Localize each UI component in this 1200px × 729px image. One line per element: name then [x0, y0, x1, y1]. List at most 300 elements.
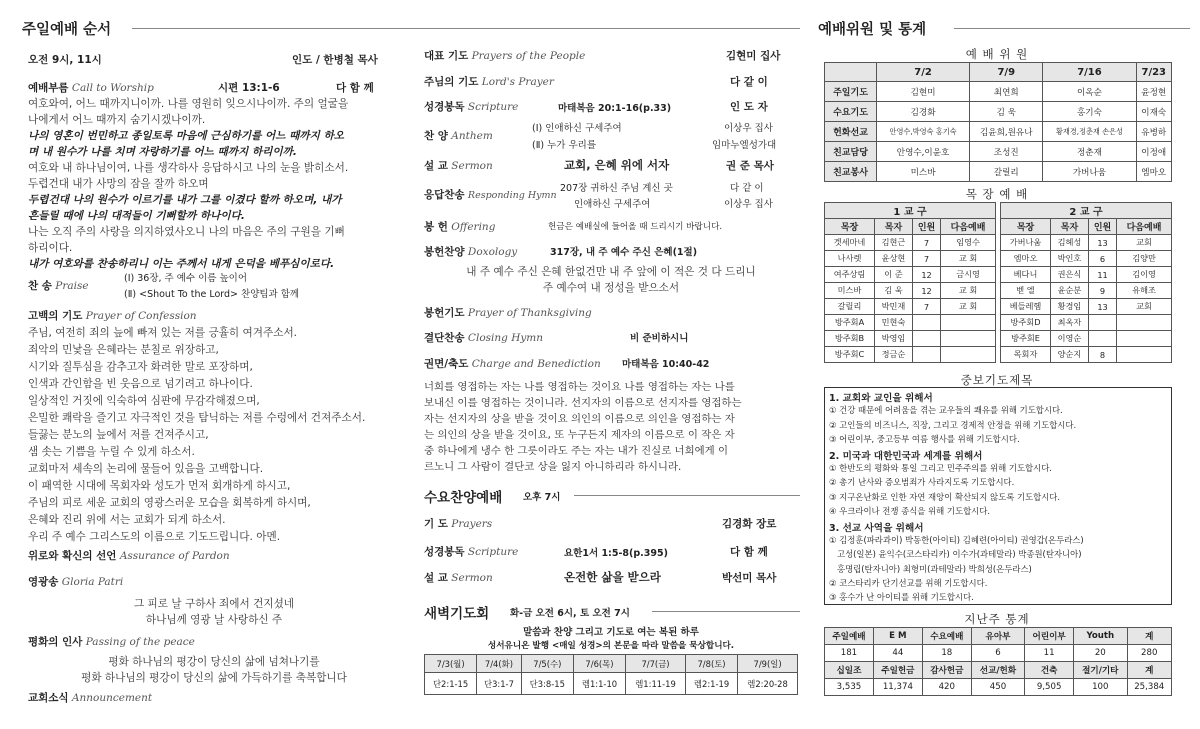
pastoral-cell: 김양만 [1117, 251, 1172, 267]
pastoral-cell [1088, 315, 1116, 331]
rep-prayer-label: 대표 기도 [424, 50, 469, 62]
wed-prayer-label: 기 도 [424, 518, 448, 530]
pastoral-row [1001, 235, 1172, 251]
doxology-label: 봉헌찬양 [424, 246, 465, 258]
servers-cell: 가버나움 [1043, 162, 1136, 182]
stats-value-cell: 11 [1025, 645, 1074, 662]
wed-prayer-heading [424, 516, 492, 531]
servers-cell: 김윤희,원유나 [970, 122, 1043, 142]
doxology-line-2: 주 예수여 내 정성을 받으소서 [542, 282, 680, 294]
pastoral-row [825, 235, 996, 251]
stats-value-cell: 420 [922, 679, 971, 696]
rep-prayer-by: 김현미 집사 [726, 50, 781, 62]
wed-scripture-en: Scripture [467, 546, 519, 558]
confession-line: 들끓는 분노의 늪에서 저를 건져주시고, [28, 429, 209, 441]
pastoral-cell: 박영임 [875, 331, 913, 347]
benediction-line: 보내신 이를 영접하는 것이니라. 선지자의 이름으로 선지자를 영접하는 [424, 397, 742, 409]
pastoral-cell [941, 347, 996, 363]
stats-value-cell: 20 [1074, 645, 1127, 662]
thanksgiving-en: Prayer of Thanksgiving [467, 307, 592, 319]
servers-cell: 유병하 [1136, 122, 1171, 142]
wed-prayer-en: Prayers [451, 518, 493, 530]
scripture-by: 인 도 자 [730, 101, 768, 113]
call-line: 두렵건대 내가 사망의 잠을 잘까 하오며 [28, 178, 209, 190]
dawn-text-cell: 렘2:20-28 [738, 673, 798, 695]
responding-hymn-en: Responding Hymn [467, 190, 557, 201]
prayer-item: ① 김정훈(파라과이) 박동한(아이티) 김혜련(아이티) 권영갑(온두라스) [829, 534, 1084, 545]
doxology-en: Doxology [467, 246, 518, 258]
stats-header-cell: 유아부 [971, 628, 1024, 645]
responding-hymn-label: 응답찬송 [424, 189, 465, 201]
pastoral-table-district-2 [1000, 202, 1172, 363]
call-line: 여호와 내 하나님이여, 나를 생각하사 응답하시고 나의 눈을 밝히소서. [28, 162, 349, 174]
prayer-requests-title: 중보기도제목 [960, 373, 1034, 387]
pastoral-row [825, 347, 996, 363]
announcement-label: 교회소식 [28, 692, 69, 704]
pastoral-row [1001, 331, 1172, 347]
servers-row-label: 헌화선교 [825, 122, 877, 142]
servers-date-cell: 7/9 [970, 63, 1043, 82]
prayer-item: ③ 어린이부, 중고등부 여름 행사를 위해 기도합시다. [829, 434, 1020, 445]
wed-scripture-label: 성경봉독 [424, 546, 465, 558]
scripture-en: Scripture [467, 101, 519, 113]
dawn-title-rule [652, 611, 800, 612]
sermon-label: 설 교 [424, 160, 448, 172]
pastoral-row [825, 251, 996, 267]
servers-date-cell: 7/16 [1043, 63, 1136, 82]
announcement-en: Announcement [71, 692, 153, 704]
call-by: 다 함 께 [336, 82, 374, 94]
confession-heading [28, 308, 197, 323]
order-of-worship-column [0, 0, 408, 729]
pastoral-cell: 나사렛 [825, 251, 875, 267]
prayer-item: 홍명립(탄자니아) 최형미(과테말라) 박희성(온두라스) [829, 563, 1032, 574]
prayer-item: ② 코스타리카 단기선교를 위해 기도합시다. [829, 578, 988, 589]
call-line: 여호와여, 어느 때까지니이까. 나를 영원히 잊으시나이까. 주의 얼굴을 [28, 98, 349, 110]
pastoral-cell: 벧 엘 [1001, 283, 1051, 299]
confession-line: 죄악의 민낯을 은혜라는 분칠로 위장하고, [28, 344, 219, 356]
responding-hymn-1: 207장 귀하신 주님 계신 곳 [560, 183, 673, 194]
service-leader: 인도 / 한병철 목사 [292, 54, 378, 66]
dawn-day-cell: 7/3(월) [425, 655, 477, 673]
call-en: Call to Worship [71, 82, 154, 94]
offering-note: 헌금은 예배실에 들어올 때 드리시기 바랍니다. [548, 222, 723, 232]
stats-value-cell: 25,384 [1127, 679, 1172, 696]
confession-line: 인색과 간인함을 빈 웃음으로 넘기려고 하나이다. [28, 378, 253, 390]
pastoral-row [1001, 251, 1172, 267]
anthem-item-2-by: 임마누엘성가대 [712, 140, 777, 151]
anthem-heading [424, 128, 493, 143]
offering-en: Offering [451, 221, 496, 233]
pastoral-cell: 임영수 [941, 235, 996, 251]
servers-date-cell: 7/2 [877, 63, 970, 82]
col3-title-rule [954, 28, 1190, 29]
gloria-heading [28, 574, 123, 589]
weekly-stats-table [824, 627, 1172, 696]
scripture-heading [424, 99, 518, 114]
confession-line: 우리 주 예수 그리스도의 이름으로 기도드립니다. 아멘. [28, 531, 281, 543]
dawn-text-cell: 단3:1-7 [477, 673, 522, 695]
dawn-text-cell: 렘1:1-10 [573, 673, 625, 695]
prayer-category: 3. 선교 사역을 위해서 [829, 522, 924, 534]
pastoral-cell: 김이영 [1117, 267, 1172, 283]
pastoral-cell: 12 [912, 283, 940, 299]
servers-cell: 안영수,이윤호 [877, 142, 970, 162]
assurance-label: 위로와 확신의 선언 [28, 550, 117, 562]
dawn-text-cell: 단2:1-15 [425, 673, 477, 695]
pastoral-group-row [1001, 203, 1172, 219]
servers-cell: 김경화 [877, 102, 970, 122]
lords-prayer-by: 다 같 이 [730, 76, 768, 88]
wed-sermon-label: 설 교 [424, 572, 448, 584]
pastoral-header-cell: 다음예배 [941, 219, 996, 235]
wednesday-service-time: 오후 7시 [523, 492, 561, 503]
confession-text [28, 325, 365, 546]
responding-hymn-2: 인애하신 구세주여 [574, 199, 651, 210]
pastoral-cell [1088, 331, 1116, 347]
servers-row-label: 수요기도 [825, 102, 877, 122]
pastoral-cell: 윤순분 [1051, 283, 1089, 299]
call-line: 나의 영혼이 번민하고 종일토록 마음에 근심하기를 어느 때까지 하오 [28, 130, 345, 142]
stats-value-cell: 280 [1127, 645, 1172, 662]
dawn-day-cell: 7/6(목) [573, 655, 625, 673]
stats-header-cell: Youth [1074, 628, 1127, 645]
confession-label: 고백의 기도 [28, 310, 83, 322]
servers-cell: 윤정현 [1136, 82, 1171, 102]
servers-corner-cell [825, 63, 877, 82]
wed-sermon-title: 온전한 삶을 받으라 [564, 570, 661, 584]
assurance-en: Assurance of Pardon [119, 550, 230, 562]
pastoral-cell: 이영순 [1051, 331, 1089, 347]
peace-line-2: 평화 하나님의 평강이 당신의 삶에 가득하기를 축복합니다 [81, 672, 347, 684]
stats-value-cell: 3,535 [825, 679, 874, 696]
call-line: 나는 오직 주의 사랑을 의지하였사오니 나의 마음은 주의 구원을 기뻐 [28, 226, 345, 238]
pastoral-cell: 교 회 [941, 283, 996, 299]
servers-cell: 미스바 [877, 162, 970, 182]
prayer-item: ③ 홍수가 난 아이티를 위해 기도합시다. [829, 592, 974, 603]
pastoral-group-label: 2 교 구 [1001, 203, 1172, 219]
confession-line: 샘 솟는 기쁨을 누릴 수 있게 하소서. [28, 446, 195, 458]
pastoral-cell: 방주회B [825, 331, 875, 347]
pastoral-cell [912, 347, 940, 363]
pastoral-cell [1117, 347, 1172, 363]
doxology-title: 317장, 내 주 예수 주신 은혜(1절) [550, 247, 698, 258]
call-label: 예배부름 [28, 82, 69, 94]
pastoral-row [1001, 315, 1172, 331]
pastoral-cell: 13 [1088, 299, 1116, 315]
call-line: 며 내 원수가 나를 치며 자랑하기를 어느 때까지 하리이까. [28, 146, 297, 158]
pastoral-row [825, 283, 996, 299]
stats-header-row [825, 662, 1172, 679]
prayer-requests-list [829, 390, 1084, 606]
pastoral-header-row [1001, 219, 1172, 235]
pastoral-cell: 여주상림 [825, 267, 875, 283]
servers-date-cell: 7/23 [1136, 63, 1171, 82]
pastoral-row [1001, 347, 1172, 363]
call-reference: 시편 13:1-6 [218, 82, 280, 94]
servers-cell: 갈릴리 [970, 162, 1043, 182]
benediction-en: Charge and Benediction [471, 358, 601, 370]
servers-row [825, 102, 1172, 122]
anthem-item-1-by: 이상우 집사 [724, 123, 773, 134]
prayer-item: ④ 우크라이나 전쟁 종식을 위해 기도합시다. [829, 506, 991, 517]
pastoral-cell: 8 [1088, 347, 1116, 363]
servers-header-row [825, 63, 1172, 82]
servers-and-stats-title: 예배위원 및 통계 [818, 22, 927, 38]
stats-header-cell: 어린이부 [1025, 628, 1074, 645]
pastoral-cell: 김현근 [875, 235, 913, 251]
sermon-title: 교회, 은혜 위에 서자 [564, 158, 670, 172]
pastoral-cell: 박민재 [875, 299, 913, 315]
anthem-item-2: (Ⅱ) 누가 우리를 [532, 140, 597, 151]
confession-line: 시기와 질투심을 감추고자 화려한 말로 포장하며, [28, 361, 253, 373]
praise-heading [28, 278, 89, 293]
rep-prayer-heading [424, 48, 585, 63]
pastoral-cell: 베들레헴 [1001, 299, 1051, 315]
stats-header-row [825, 628, 1172, 645]
pastoral-cell: 7 [912, 299, 940, 315]
servers-cell: 정춘재 [1043, 142, 1136, 162]
benediction-line: 중 하나에게 냉수 한 그릇이라도 주는 자는 내가 진실로 너희에게 이 [424, 445, 729, 457]
peace-label: 평화의 인사 [28, 636, 83, 648]
dawn-texts-row [425, 673, 798, 695]
wed-sermon-by: 박선미 목사 [722, 572, 777, 584]
anthem-en: Anthem [451, 130, 493, 142]
pastoral-cell: 11 [1088, 267, 1116, 283]
praise-label: 찬 송 [28, 280, 52, 292]
stats-header-cell: 십일조 [825, 662, 874, 679]
pastoral-table-title: 목 장 예 배 [965, 187, 1029, 201]
praise-en: Praise [55, 280, 89, 292]
assurance-heading [28, 548, 230, 563]
pastoral-cell: 방주회D [1001, 315, 1051, 331]
wed-scripture-by: 다 함 께 [730, 546, 768, 558]
prayer-requests-box [824, 387, 1172, 605]
pastoral-header-cell: 다음예배 [1117, 219, 1172, 235]
servers-cell: 엠마오 [1136, 162, 1171, 182]
dawn-day-cell: 7/9(일) [738, 655, 798, 673]
prayer-category: 2. 미국과 대한민국과 세계를 위해서 [829, 450, 983, 462]
wed-sermon-en: Sermon [451, 572, 493, 584]
pastoral-cell: 교회 [1117, 235, 1172, 251]
dawn-reading-table [424, 654, 798, 695]
servers-cell: 이재숙 [1136, 102, 1171, 122]
statistics-column [806, 0, 1200, 729]
confession-line: 이 패역한 시대에 목회자와 성도가 먼저 회개하게 하시고, [28, 480, 291, 492]
peace-en: Passing of the peace [85, 636, 195, 648]
wednesday-title-rule [574, 495, 800, 496]
gloria-en: Gloria Patri [61, 576, 124, 588]
wednesday-service-title: 수요찬양예배 [424, 490, 503, 506]
pastoral-header-cell: 목자 [1051, 219, 1089, 235]
lords-prayer-en: Lord's Prayer [481, 76, 554, 88]
stats-value-cell: 6 [971, 645, 1024, 662]
pastoral-row [1001, 267, 1172, 283]
servers-table [824, 62, 1172, 182]
call-line: 하리이다. [28, 242, 73, 254]
pastoral-header-cell: 목자 [875, 219, 913, 235]
dawn-day-cell: 7/4(화) [477, 655, 522, 673]
pastoral-row [825, 315, 996, 331]
stats-value-cell: 100 [1074, 679, 1127, 696]
call-to-worship-text [28, 96, 348, 272]
confession-line: 교회마저 세속의 논리에 물들어 있음을 고백합니다. [28, 463, 264, 475]
benediction-line: 는 의인의 상을 받을 것이요, 또 누구든지 제자의 이름으로 이 작은 자 [424, 429, 735, 441]
pastoral-cell: 양순지 [1051, 347, 1089, 363]
servers-cell: 이정애 [1136, 142, 1171, 162]
scripture-label: 성경봉독 [424, 101, 465, 113]
order-of-worship-column-2 [408, 0, 806, 729]
servers-cell: 조성진 [970, 142, 1043, 162]
pastoral-table-district-1 [824, 202, 996, 363]
stats-value-row [825, 679, 1172, 696]
pastoral-cell: 유해조 [1117, 283, 1172, 299]
sermon-by: 권 준 목사 [726, 160, 774, 172]
stats-header-cell: E M [873, 628, 922, 645]
pastoral-header-cell: 목장 [1001, 219, 1051, 235]
benediction-line: 자는 선지자의 상을 받을 것이요 의인의 이름으로 의인을 영접하는 자 [424, 413, 735, 425]
stats-value-cell: 44 [873, 645, 922, 662]
dawn-days-row [425, 655, 798, 673]
closing-hymn-en: Closing Hymn [467, 332, 544, 344]
pastoral-cell: 교 회 [941, 299, 996, 315]
lords-prayer-heading [424, 74, 554, 89]
pastoral-cell: 금시영 [941, 267, 996, 283]
pastoral-cell: 민현숙 [875, 315, 913, 331]
thanksgiving-label: 봉헌기도 [424, 307, 465, 319]
anthem-item-1: (Ⅰ) 인애하신 구세주여 [532, 123, 622, 134]
pastoral-row [825, 331, 996, 347]
pastoral-cell: 김 욱 [875, 283, 913, 299]
pastoral-cell: 6 [1088, 251, 1116, 267]
gloria-line-2: 하나님께 영광 날 사랑하신 주 [145, 614, 283, 626]
prayer-item: ② 고인들의 비즈니스, 직장, 그리고 경제적 안정을 위해 기도합시다. [829, 419, 1077, 430]
benediction-line: 너희를 영접하는 자는 나를 영접하는 것이요 나를 영접하는 자는 나를 [424, 381, 735, 393]
prayer-item: ② 총기 난사와 증오범죄가 사라지도록 기도합시다. [829, 477, 1015, 488]
dawn-day-cell: 7/5(수) [521, 655, 573, 673]
stats-value-cell: 450 [971, 679, 1024, 696]
confession-line: 은혜와 진리 위에 서는 교회가 되게 하소서. [28, 514, 226, 526]
prayer-category: 1. 교회와 교인을 위해서 [829, 393, 933, 404]
dawn-text-cell: 렘1:11-19 [626, 673, 686, 695]
stats-value-cell: 181 [825, 645, 874, 662]
pastoral-cell: 권은식 [1051, 267, 1089, 283]
pastoral-cell [1117, 315, 1172, 331]
pastoral-cell: 황경임 [1051, 299, 1089, 315]
servers-table-title: 예 배 위 원 [965, 47, 1029, 61]
prayer-item: ③ 지구온난화로 인한 자연 재앙이 확산되지 않도록 기도합시다. [829, 491, 1061, 502]
pastoral-cell: 겟세마네 [825, 235, 875, 251]
call-line: 흔들릴 때에 나의 대적들이 기뻐할까 하나이다. [28, 210, 245, 222]
stats-value-row [825, 645, 1172, 662]
benediction-reference: 마태복음 10:40-42 [622, 359, 710, 370]
pastoral-cell: 교 회 [941, 251, 996, 267]
servers-cell: 김현미 [877, 82, 970, 102]
pastoral-cell: 13 [1088, 235, 1116, 251]
servers-row [825, 142, 1172, 162]
confession-line: 주님, 여전히 죄의 늪에 빠져 있는 저를 긍휼히 여겨주소서. [28, 327, 298, 339]
wed-prayer-by: 김경화 장로 [722, 518, 777, 530]
sermon-heading [424, 158, 493, 173]
stats-header-cell: 건축 [1025, 662, 1074, 679]
wed-sermon-heading [424, 570, 493, 585]
pastoral-cell: 12 [912, 267, 940, 283]
servers-cell: 최연희 [970, 82, 1043, 102]
praise-item-1: (Ⅰ) 36장, 주 예수 이름 높이어 [124, 273, 248, 284]
servers-row [825, 122, 1172, 142]
closing-hymn-title: 비 준비하시니 [630, 333, 689, 344]
wed-scripture-heading [424, 544, 518, 559]
servers-row-label: 주일기도 [825, 82, 877, 102]
servers-row-label: 친교담당 [825, 142, 877, 162]
sermon-en: Sermon [451, 160, 493, 172]
servers-cell: 황재경,정춘재 손은성 [1043, 122, 1136, 142]
pastoral-row [1001, 283, 1172, 299]
pastoral-row [825, 299, 996, 315]
scripture-reference: 마태복음 20:1-16(p.33) [558, 103, 672, 114]
closing-hymn-label: 결단찬송 [424, 332, 465, 344]
pastoral-header-cell: 인원 [912, 219, 940, 235]
gloria-label: 영광송 [28, 576, 59, 588]
peace-line-1: 평화 하나님의 평강이 당신의 삶에 넘쳐나기를 [108, 656, 320, 668]
servers-row-label: 친교봉사 [825, 162, 877, 182]
pastoral-cell: 베다니 [1001, 267, 1051, 283]
dawn-prayer-time: 화-금 오전 6시, 토 오전 7시 [510, 608, 630, 619]
confession-line: 은밀한 쾌락을 즐기고 자극적인 것을 탐닉하는 저를 수렁에서 건져주소서. [28, 412, 366, 424]
dawn-text-cell: 단3:8-15 [521, 673, 573, 695]
stats-header-cell: 감사헌금 [922, 662, 971, 679]
servers-cell: 안영수,박영숙 홍기숙 [877, 122, 970, 142]
announcement-heading [28, 690, 152, 705]
dawn-subtitle-2: 성서유니온 발행 <매일 성경>의 본문을 따라 말씀을 묵상합니다. [487, 641, 735, 651]
call-line: 나에게서 어느 때까지 숨기시겠나이까. [28, 114, 206, 126]
offering-label: 봉 헌 [424, 221, 448, 233]
servers-cell: 김 욱 [970, 102, 1043, 122]
pastoral-group-label: 1 교 구 [825, 203, 996, 219]
pastoral-cell: 방주회E [1001, 331, 1051, 347]
pastoral-cell: 교회 [1117, 299, 1172, 315]
pastoral-cell: 가버나움 [1001, 235, 1051, 251]
stats-header-cell: 절기/기타 [1074, 662, 1127, 679]
stats-header-cell: 계 [1127, 628, 1172, 645]
dawn-day-cell: 7/8(토) [685, 655, 737, 673]
pastoral-cell: 방주회A [825, 315, 875, 331]
dawn-prayer-title: 새벽기도회 [424, 606, 490, 622]
pastoral-cell: 미스바 [825, 283, 875, 299]
call-line: 두렵건대 나의 원수가 이르기를 내가 그를 이겼다 할까 하오며, 내가 [28, 194, 342, 206]
benediction-line: 르노니 그 사람이 결단코 상을 잃지 아니하리라 하시니라. [424, 461, 682, 473]
confession-line: 일상적인 거짓에 익숙하여 심판에 무감각해졌으며, [28, 395, 260, 407]
pastoral-header-row [825, 219, 996, 235]
pastoral-cell [912, 315, 940, 331]
pastoral-group-row [825, 203, 996, 219]
servers-row [825, 82, 1172, 102]
dawn-text-cell: 렘2:1-19 [685, 673, 737, 695]
pastoral-cell: 9 [1088, 283, 1116, 299]
pastoral-row [1001, 299, 1172, 315]
dawn-day-cell: 7/7(금) [626, 655, 686, 673]
stats-value-cell: 11,374 [873, 679, 922, 696]
rep-prayer-en: Prayers of the People [471, 50, 586, 62]
service-time: 오전 9시, 11시 [28, 54, 102, 66]
pastoral-cell: 7 [912, 251, 940, 267]
weekly-stats-title: 지난주 통계 [964, 612, 1030, 626]
pastoral-cell [941, 315, 996, 331]
pastoral-cell [912, 331, 940, 347]
stats-header-cell: 선교/헌화 [971, 662, 1024, 679]
pastoral-header-cell: 인원 [1088, 219, 1116, 235]
lords-prayer-label: 주님의 기도 [424, 76, 479, 88]
